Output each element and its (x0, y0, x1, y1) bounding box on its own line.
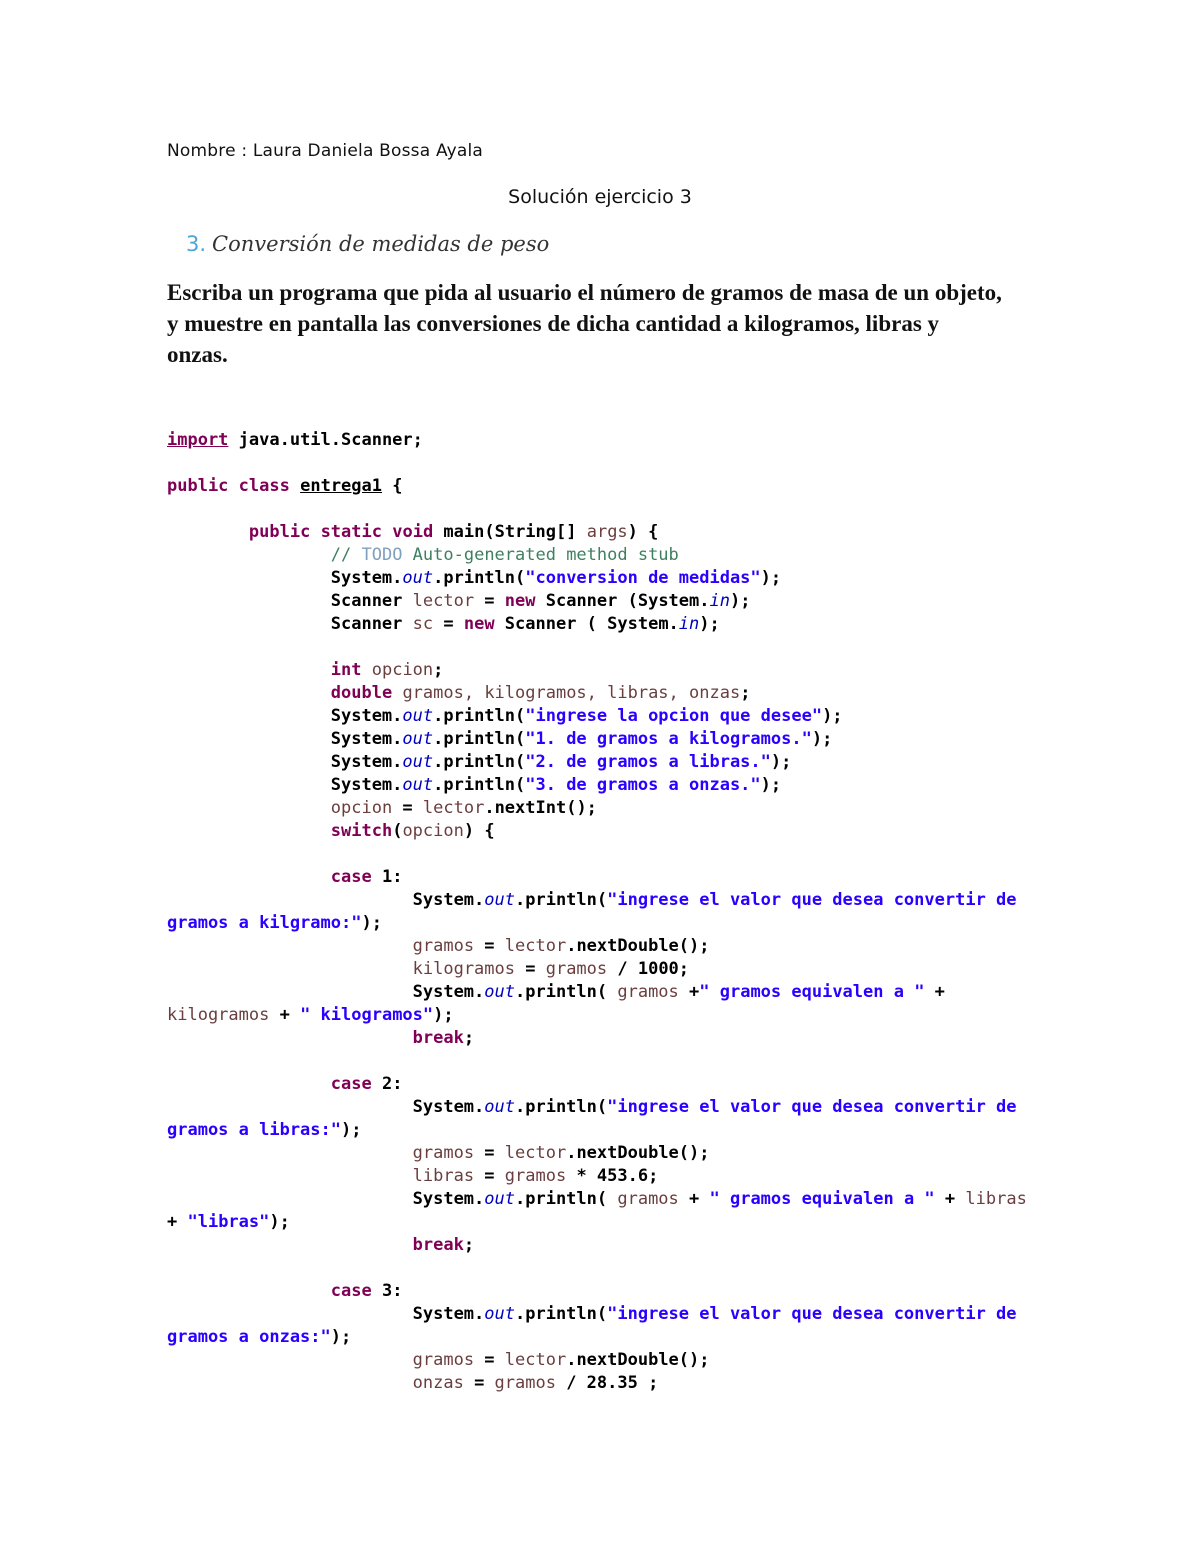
statement-line: y muestre en pantalla las conversiones de dicha cantidad a kilogramos, libras y (167, 311, 940, 336)
heading-number: 3. (186, 232, 207, 256)
code-line: System.out.println("3. de gramos a onzas."); (167, 775, 782, 795)
code-line: System.out.println("ingrese el valor que desea convertir de (167, 1097, 1017, 1117)
code-line: kilogramos + " kilogramos"); (167, 1005, 454, 1025)
code-line: System.out.println("2. de gramos a libras."); (167, 752, 792, 772)
code-line: gramos = lector.nextDouble(); (412, 1143, 710, 1163)
code-line: gramos = lector.nextDouble(); (412, 936, 710, 956)
code-line: public static void main(String[] args) { (248, 522, 659, 542)
code-line: gramos = lector.nextDouble(); (412, 1350, 710, 1370)
code-line: gramos a libras:"); (167, 1120, 362, 1140)
code-line: double gramos, kilogramos, libras, onzas; (330, 683, 751, 703)
code-line: kilogramos = gramos / 1000; (412, 959, 690, 979)
exercise-heading (186, 232, 549, 256)
code-line: libras = gramos * 453.6; (412, 1166, 659, 1186)
code-line: System.out.println("ingrese la opcion que desee"); (167, 706, 843, 726)
code-line: import java.util.Scanner; (167, 430, 423, 450)
author-line: Nombre : Laura Daniela Bossa Ayala (167, 141, 484, 161)
code-line: opcion = lector.nextInt(); (330, 798, 597, 818)
code-line: public class entrega1 { (167, 476, 403, 496)
code-line: int opcion; (330, 660, 444, 680)
code-line: // TODO Auto-generated method stub (330, 545, 679, 565)
code-line: case 3: (330, 1281, 403, 1301)
code-line: break; (412, 1235, 475, 1255)
code-line: gramos a onzas:"); (167, 1327, 352, 1347)
heading-text: Conversión de medidas de peso (212, 232, 550, 256)
statement-line: Escriba un programa que pida al usuario el número de gramos de masa de un objeto, (167, 280, 1002, 305)
statement-line: onzas. (167, 342, 228, 367)
code-line: Scanner lector = new Scanner (System.in); (167, 591, 751, 611)
code-line: case 2: (330, 1074, 403, 1094)
code-line: + "libras"); (167, 1212, 290, 1232)
code-line: Scanner sc = new Scanner ( System.in); (167, 614, 720, 634)
code-line: switch(opcion) { (330, 821, 495, 841)
code-line: break; (412, 1028, 475, 1048)
code-line: onzas = gramos / 28.35 ; (412, 1373, 659, 1393)
code-listing (167, 429, 1047, 1395)
code-line: System.out.println( gramos + " gramos equivalen a " + libras (167, 1189, 1027, 1209)
code-line: System.out.println("ingrese el valor que desea convertir de (167, 890, 1017, 910)
exercise-statement (167, 277, 1047, 370)
code-line: System.out.println("ingrese el valor que desea convertir de (167, 1304, 1017, 1324)
code-line: System.out.println( gramos +" gramos equivalen a " + (167, 982, 945, 1002)
code-line: System.out.println("1. de gramos a kilogramos."); (167, 729, 833, 749)
document-subtitle: Solución ejercicio 3 (508, 186, 692, 208)
code-line: gramos a kilgramo:"); (167, 913, 382, 933)
code-line: System.out.println("conversion de medidas"); (167, 568, 782, 588)
code-line: case 1: (330, 867, 403, 887)
